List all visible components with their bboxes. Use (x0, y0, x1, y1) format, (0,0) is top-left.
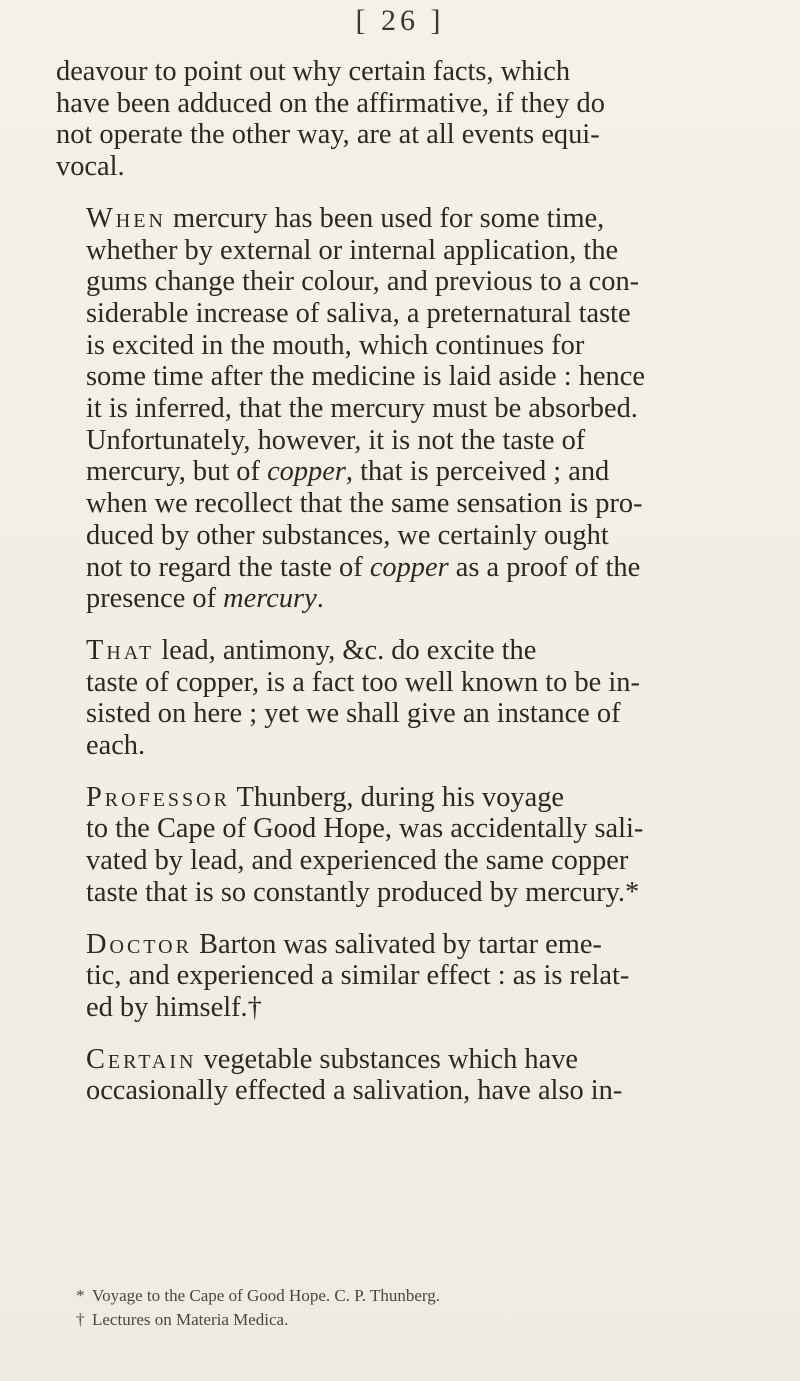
text-line: when we recollect that the same sensation is pro- (86, 488, 643, 520)
text-line: taste that is so constantly produced by mercury.* (86, 876, 640, 908)
text-line: duced by other substances, we certainly ought (86, 519, 609, 551)
text-line: gums change their colour, and previous to a con- (86, 266, 640, 298)
italic-term: mercury (223, 583, 317, 615)
text-line: taste of copper, is a fact too well known to be in- (86, 666, 640, 698)
text-line: tic, and experienced a similar effect : as is relat- (86, 960, 630, 992)
text-line: it is inferred, that the mercury must be absorbed. (86, 393, 638, 425)
text-line: Certain vegetable substances which have (86, 1043, 579, 1075)
text-line: occasionally effected a salivation, have also in- (86, 1075, 623, 1107)
paragraph-lead-antimony (56, 635, 756, 762)
paragraph-lead-word: Certain (86, 1043, 197, 1075)
text-line: Professor Thunberg, during his voyage (86, 781, 565, 813)
footnote-thunberg (76, 1284, 756, 1308)
text-line: some time after the medicine is laid aside : hence (86, 361, 645, 393)
footnotes (76, 1284, 756, 1332)
italic-term: copper (267, 456, 346, 488)
page-number: [ 26 ] (355, 4, 445, 37)
text-line: That lead, antimony, &c. do excite the (86, 634, 537, 666)
paragraph-lead-word: That (86, 634, 155, 666)
footnote-text: Lectures on Materia Medica. (92, 1310, 289, 1329)
text-line: Unfortunately, however, it is not the taste of (86, 424, 586, 456)
text-line: Doctor Barton was salivated by tartar eme- (86, 928, 602, 960)
text-line: to the Cape of Good Hope, was accidentally sali- (86, 813, 644, 845)
footnote-mark: * (76, 1286, 85, 1305)
text-line: deavour to point out why certain facts, which (56, 56, 571, 87)
text-line: siderable increase of saliva, a preternatural taste (86, 297, 631, 329)
text-line: sisted on here ; yet we shall give an instance of (86, 698, 621, 730)
text-line: ed by himself.† (86, 991, 262, 1023)
text-line: have been adduced on the affirmative, if they do (56, 87, 605, 119)
text-line: not operate the other way, are at all events equi- (56, 119, 600, 151)
footnote-mark: † (76, 1310, 85, 1329)
body-text (56, 56, 756, 1107)
italic-term: copper (369, 551, 449, 583)
text-line: whether by external or internal application, the (86, 234, 619, 266)
paragraph-continuation (56, 56, 756, 183)
text-line: not to regard the taste of copper as a proof of the (86, 551, 641, 583)
text-line: When mercury has been used for some time, (86, 202, 605, 234)
text-line: vated by lead, and experienced the same copper (86, 845, 629, 877)
text-line: mercury, but of copper, that is perceived ; and (86, 456, 610, 488)
paragraph-lead-word: Doctor (86, 928, 192, 960)
paragraph-barton (56, 929, 756, 1024)
text-line: vocal. (56, 151, 125, 183)
paragraph-lead-word: When (86, 202, 166, 234)
text-line: each. (86, 730, 146, 762)
paragraph-vegetable (56, 1044, 756, 1107)
footnote-barton (76, 1308, 756, 1332)
paragraph-mercury (56, 203, 756, 615)
footnote-text: Voyage to the Cape of Good Hope. C. P. Thunberg. (92, 1286, 440, 1305)
text-line: presence of mercury. (86, 583, 324, 615)
paragraph-lead-word: Professor (86, 781, 230, 813)
text-line: is excited in the mouth, which continues for (86, 329, 585, 361)
paragraph-thunberg (56, 782, 756, 909)
